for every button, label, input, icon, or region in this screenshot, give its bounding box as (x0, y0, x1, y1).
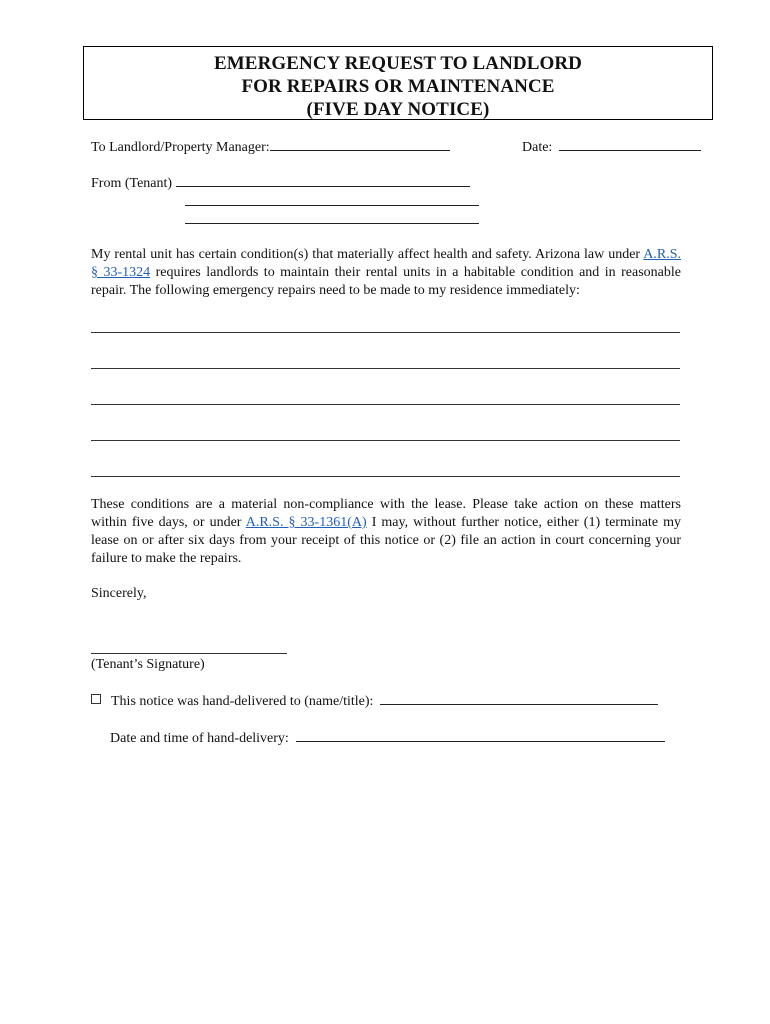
tenant-name-field[interactable] (176, 174, 470, 187)
signature-line[interactable] (91, 653, 287, 654)
hand-delivered-name-field[interactable] (380, 692, 658, 705)
date-row (522, 138, 701, 157)
title-line-3: (FIVE DAY NOTICE) (306, 99, 490, 120)
hand-delivered-label: This notice was hand-delivered to (name/title): (111, 694, 374, 709)
to-landlord-row (91, 138, 450, 157)
from-tenant-row (91, 174, 470, 193)
noncompliance-paragraph (91, 496, 681, 568)
signature-label: (Tenant’s Signature) (91, 657, 205, 672)
date-label: Date: (522, 140, 553, 155)
para1-text-b: requires landlords to maintain their rental units in a habitable condition and in reasonable repair. The following emergency repairs need to be made to my residence immediately: (91, 265, 682, 298)
title-line-2: FOR REPAIRS OR MAINTENANCE (241, 76, 555, 97)
tenant-address-field-1[interactable] (185, 193, 479, 206)
tenant-address-field-2[interactable] (185, 211, 479, 224)
closing-text: Sincerely, (91, 586, 147, 601)
repair-line-1[interactable] (91, 332, 680, 333)
landlord-name-field[interactable] (270, 138, 450, 151)
para2-text-b: I may, without further notice, either (1) terminate my lease on or after six days from your receipt of this notice or (2) file an action in court concerning your failure to make the repairs. (91, 515, 681, 566)
statute-link-33-1361a[interactable]: A.R.S. § 33-1361(A) (245, 515, 367, 530)
from-tenant-label: From (Tenant) (91, 176, 173, 191)
tenant-address-line-2 (185, 211, 479, 230)
repair-line-5[interactable] (91, 476, 680, 477)
tenant-address-line-1 (185, 193, 479, 212)
hand-delivered-row (91, 692, 658, 711)
title-line-1: EMERGENCY REQUEST TO LANDLORD (213, 53, 583, 74)
para1-text-a: My rental unit has certain condition(s) that materially affect health and safety. Arizona law under (91, 247, 641, 262)
date-time-row (110, 729, 665, 748)
title-box (83, 46, 713, 120)
date-field[interactable] (559, 138, 701, 151)
hand-delivered-checkbox[interactable] (91, 694, 101, 704)
para2-text-a: These conditions are a material non-compliance with the lease. Please take action on these matters within five days, or under (91, 497, 681, 530)
repair-line-3[interactable] (91, 404, 680, 405)
repair-line-4[interactable] (91, 440, 680, 441)
date-time-field[interactable] (296, 729, 665, 742)
repair-line-2[interactable] (91, 368, 680, 369)
habitability-paragraph (91, 246, 681, 300)
date-time-label: Date and time of hand-delivery: (110, 731, 289, 746)
statute-link-33-1324[interactable]: A.R.S. § 33-1324 (91, 247, 681, 280)
to-landlord-label: To Landlord/Property Manager: (91, 140, 270, 155)
